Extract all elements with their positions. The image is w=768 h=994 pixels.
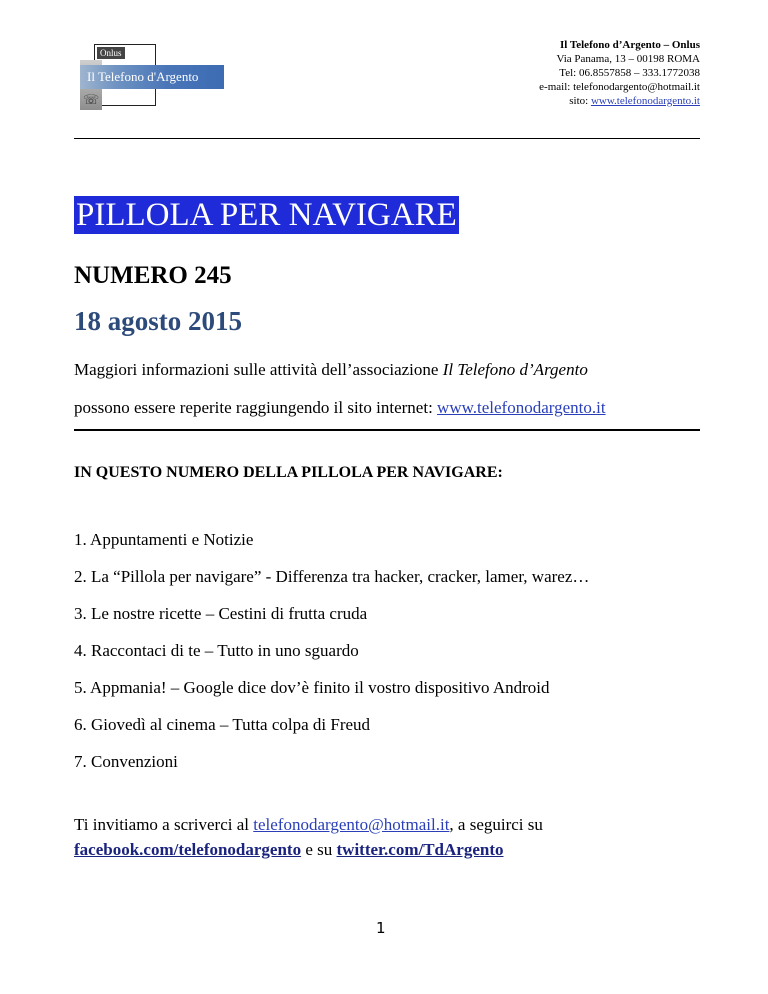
- contents-item: 3. Le nostre ricette – Cestini di frutta cruda: [74, 604, 368, 623]
- contact-text-2: , a seguirci su: [449, 815, 543, 834]
- header-email-label: e-mail:: [539, 81, 574, 93]
- info-line-1: [74, 360, 588, 380]
- contents-item: 6. Giovedì al cinema – Tutta colpa di Freud: [74, 715, 371, 734]
- contents-item: 2. La “Pillola per navigare” - Differenza tra hacker, cracker, lamer, warez…: [74, 567, 590, 586]
- section-divider: [74, 429, 700, 431]
- facebook-link[interactable]: facebook.com/telefonodargento: [74, 840, 302, 859]
- contents-item: 7. Convenzioni: [74, 752, 178, 771]
- logo-name: Il Telefono d'Argento: [87, 69, 199, 84]
- header-site-link[interactable]: www.telefonodargento.it: [590, 95, 700, 107]
- info-text: Maggiori informazioni sulle attività dell’associazione: [74, 360, 443, 379]
- page-number: 1: [376, 919, 386, 937]
- contact-text-3: e su: [301, 840, 337, 859]
- info-association-name: Il Telefono d’Argento: [442, 360, 588, 379]
- contents-list: [74, 529, 589, 788]
- contact-email-link[interactable]: telefonodargento@hotmail.it: [253, 815, 450, 834]
- contact-line-1: [74, 815, 543, 835]
- header-site: [539, 94, 700, 108]
- info-text-2: possono essere reperite raggiungendo il sito internet:: [74, 398, 438, 417]
- contents-item: 1. Appuntamenti e Notizie: [74, 530, 254, 549]
- issue-date: 18 agosto 2015: [74, 306, 242, 336]
- logo-onlus-label: Onlus: [97, 47, 125, 59]
- contents-item: 5. Appmania! – Google dice dov’è finito il vostro dispositivo Android: [74, 678, 550, 697]
- contact-line-2: [74, 840, 504, 860]
- page-title: PILLOLA PER NAVIGARE: [76, 197, 457, 233]
- phone-icon: ☏: [83, 92, 100, 107]
- header-divider: [74, 138, 700, 139]
- header-street: Via Panama, 13 – 00198 ROMA: [556, 53, 700, 65]
- header-org: Il Telefono d’Argento – Onlus: [560, 39, 700, 51]
- contact-text: Ti invitiamo a scriverci al: [74, 815, 254, 834]
- association-logo: [80, 44, 224, 110]
- header-email: [539, 80, 700, 94]
- info-line-2: [74, 398, 606, 418]
- header-site-label: sito:: [569, 95, 591, 107]
- issue-number: NUMERO 245: [74, 262, 232, 289]
- contents-item: 4. Raccontaci di te – Tutto in uno sguardo: [74, 641, 359, 660]
- contents-heading: IN QUESTO NUMERO DELLA PILLOLA PER NAVIGARE:: [74, 464, 503, 481]
- header-tel: Tel: 06.8557858 – 333.1772038: [559, 67, 700, 79]
- header-email-value: telefonodargento@hotmail.it: [573, 81, 700, 93]
- header-address: [539, 38, 700, 108]
- twitter-link[interactable]: twitter.com/TdArgento: [336, 840, 504, 859]
- website-link[interactable]: www.telefonodargento.it: [437, 398, 606, 417]
